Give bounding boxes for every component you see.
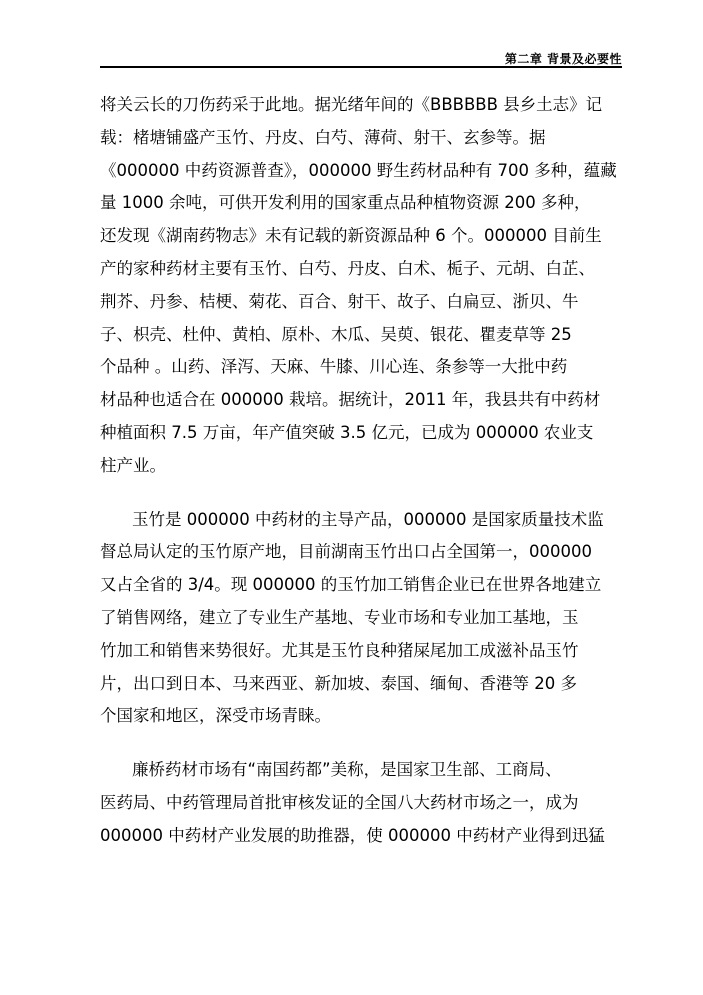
text-line: 医药局、中药管理局首批审核发证的全国八大药材市场之一，成为	[100, 792, 579, 812]
text-line: 了销售网络，建立了专业生产基地、专业市场和专业加工基地，玉	[100, 607, 579, 627]
text-line: 量 1000 余吨，可供开发利用的国家重点品种植物资源 200 多种，	[100, 193, 591, 213]
paragraph-1	[100, 89, 628, 483]
page-header	[100, 38, 622, 68]
text-line: 玉竹是 000000 中药材的主导产品，000000 是国家质量技术监	[132, 509, 604, 529]
text-line: 片，出口到日本、马来西亚、新加坡、泰国、缅甸、香港等 20 多	[100, 673, 577, 693]
text-line: 又占全省的 3/4。现 000000 的玉竹加工销售企业已在世界各地建立	[100, 575, 602, 595]
header-rule	[100, 66, 622, 68]
text-line: 000000 中药材产业发展的助推器，使 000000 中药材产业得到迅猛	[100, 825, 605, 845]
body-text	[100, 89, 628, 853]
paragraph-gap	[100, 733, 628, 754]
chapter-title: 第二章 背景及必要性	[504, 52, 622, 66]
text-line: 材品种也适合在 000000 栽培。据统计，2011 年，我县共有中药材	[100, 390, 601, 410]
text-line: 还发现《湖南药物志》未有记载的新资源品种 6 个。000000 目前生	[100, 226, 602, 246]
text-line: 《000000 中药资源普查》，000000 野生药材品种有 700 多种，蕴藏	[100, 160, 617, 180]
text-line: 柱产业。	[100, 455, 166, 475]
paragraph-2	[100, 504, 628, 734]
text-line: 种植面积 7.5 万亩，年产值突破 3.5 亿元，已成为 000000 农业支	[100, 422, 594, 442]
paragraph-3	[100, 754, 628, 852]
text-line: 廉桥药材市场有“南国药都”美称，是国家卫生部、工商局、	[132, 760, 562, 780]
text-line: 督总局认定的玉竹原产地，目前湖南玉竹出口占全国第一，000000	[100, 542, 592, 562]
text-line: 将关云长的刀伤药采于此地。据光绪年间的《BBBBBB 县乡土志》记	[100, 95, 603, 114]
text-line: 载：楮塘铺盛产玉竹、丹皮、白芍、薄荷、射干、玄参等。据	[100, 127, 546, 147]
text-line: 荆芥、丹参、桔梗、菊花、百合、射干、故子、白扁豆、浙贝、牛	[100, 291, 579, 311]
text-line: 个国家和地区，深受市场青睐。	[100, 706, 331, 726]
paragraph-gap	[100, 483, 628, 504]
text-line: 子、枳壳、杜仲、黄柏、原朴、木瓜、吴萸、银花、瞿麦草等 25	[100, 324, 572, 344]
text-line: 个品种 。山药、泽泻、天麻、牛膝、川心连、条参等一大批中药	[100, 357, 568, 377]
text-line: 产的家种药材主要有玉竹、白芍、丹皮、白术、栀子、元胡、白芷、	[100, 258, 595, 278]
text-line: 竹加工和销售来势很好。尤其是玉竹良种猪屎尾加工成滋补品玉竹	[100, 640, 579, 660]
